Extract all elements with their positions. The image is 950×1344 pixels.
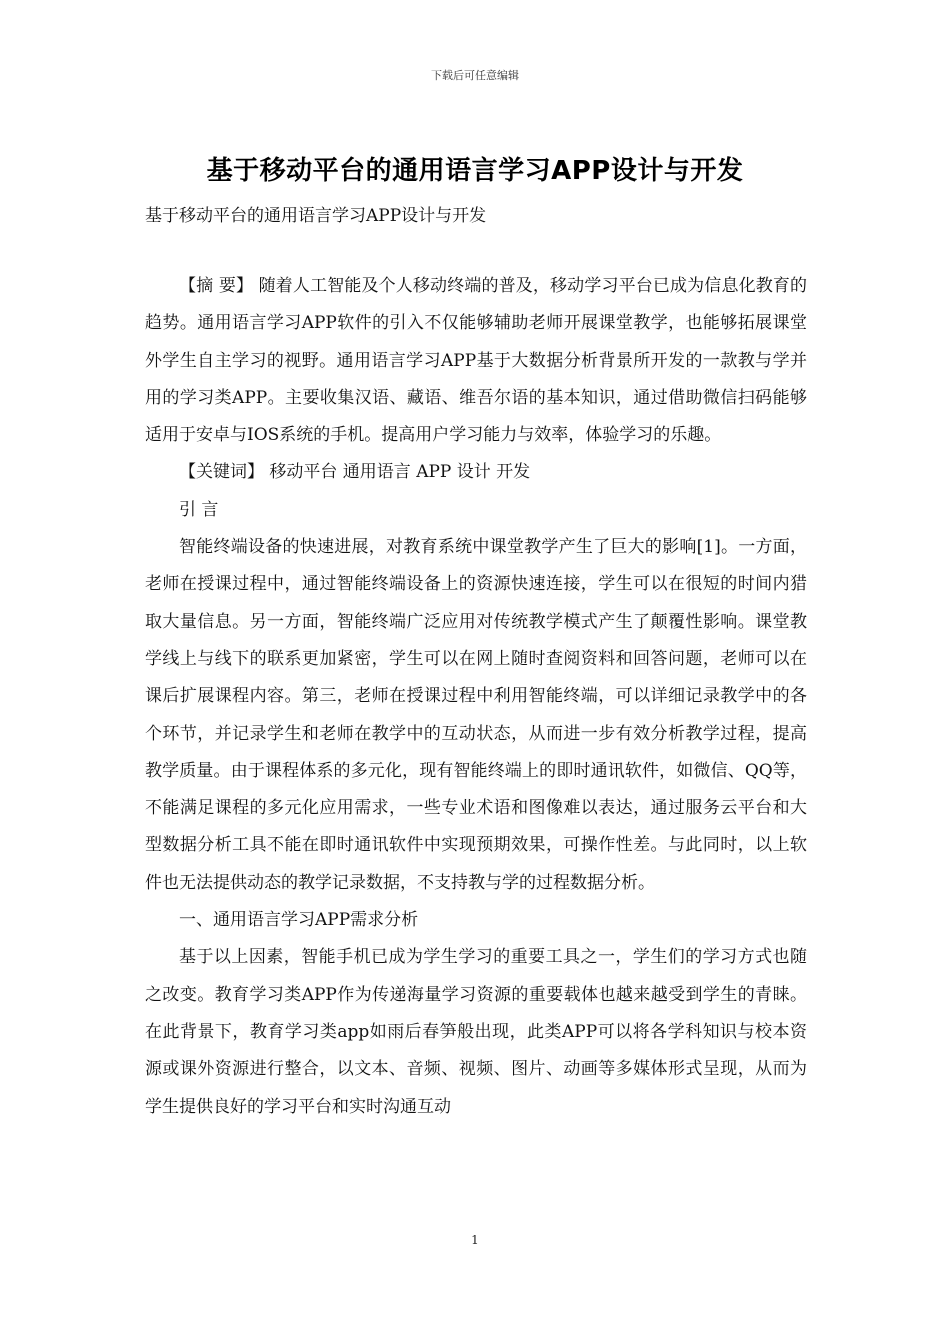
- abstract-paragraph: [145, 268, 807, 454]
- header-note: 下载后可任意编辑: [431, 69, 519, 82]
- keywords-paragraph: [145, 454, 807, 491]
- keywords-label: 【关键词】: [179, 462, 264, 483]
- section1-heading: 一、通用语言学习APP需求分析: [179, 910, 419, 931]
- page-number: 1: [471, 1233, 479, 1247]
- abstract-label: 【摘 要】: [179, 276, 254, 296]
- document-body: [145, 268, 807, 1126]
- document-subtitle: 基于移动平台的通用语言学习APP设计与开发: [145, 206, 487, 226]
- intro-heading: 引 言: [179, 499, 219, 520]
- intro-paragraph: 智能终端设备的快速进展，对教育系统中课堂教学产生了巨大的影响[1]。一方面，老师在授课过程中，通过智能终端设备上的资源快速连接，学生可以在很短的时间内猎取大量信息。另一方面，智能终端广泛应用对传统教学模式产生了颠覆性影响。课堂教学线上与线下的联系更加紧密，学生可以在网上随时查阅资料和回答问题，老师可以在课后扩展课程内容。第三，老师在授课过程中利用智能终端，可以详细记录教学中的各个环节，并记录学生和老师在教学中的互动状态，从而进一步有效分析教学过程，提高教学质量。由于课程体系的多元化，现有智能终端上的即时通讯软件，如微信、QQ等，不能满足课程的多元化应用需求，一些专业术语和图像难以表达，通过服务云平台和大型数据分析工具不能在即时通讯软件中实现预期效果，可操作性差。与此同时，以上软件也无法提供动态的教学记录数据，不支持教与学的过程数据分析。: [145, 537, 807, 893]
- keywords-text: 移动平台 通用语言 APP 设计 开发: [269, 462, 531, 483]
- document-title: 基于移动平台的通用语言学习APP设计与开发: [206, 156, 744, 186]
- abstract-text: 随着人工智能及个人移动终端的普及，移动学习平台已成为信息化教育的趋势。通用语言学习APP软件的引入不仅能够辅助老师开展课堂教学，也能够拓展课堂外学生自主学习的视野。通用语言学习APP基于大数据分析背景所开发的一款教与学并用的学习类APP。主要收集汉语、藏语、维吾尔语的基本知识，通过借助微信扫码能够适用于安卓与IOS系统的手机。提高用户学习能力与效率，体验学习的乐趣。: [145, 276, 808, 446]
- section1-paragraph: 基于以上因素，智能手机已成为学生学习的重要工具之一，学生们的学习方式也随之改变。教育学习类APP作为传递海量学习资源的重要载体也越来越受到学生的青睐。在此背景下，教育学习类app如雨后春笋般出现，此类APP可以将各学科知识与校本资源或课外资源进行整合，以文本、音频、视频、图片、动画等多媒体形式呈现，从而为学生提供良好的学习平台和实时沟通互动: [145, 947, 807, 1117]
